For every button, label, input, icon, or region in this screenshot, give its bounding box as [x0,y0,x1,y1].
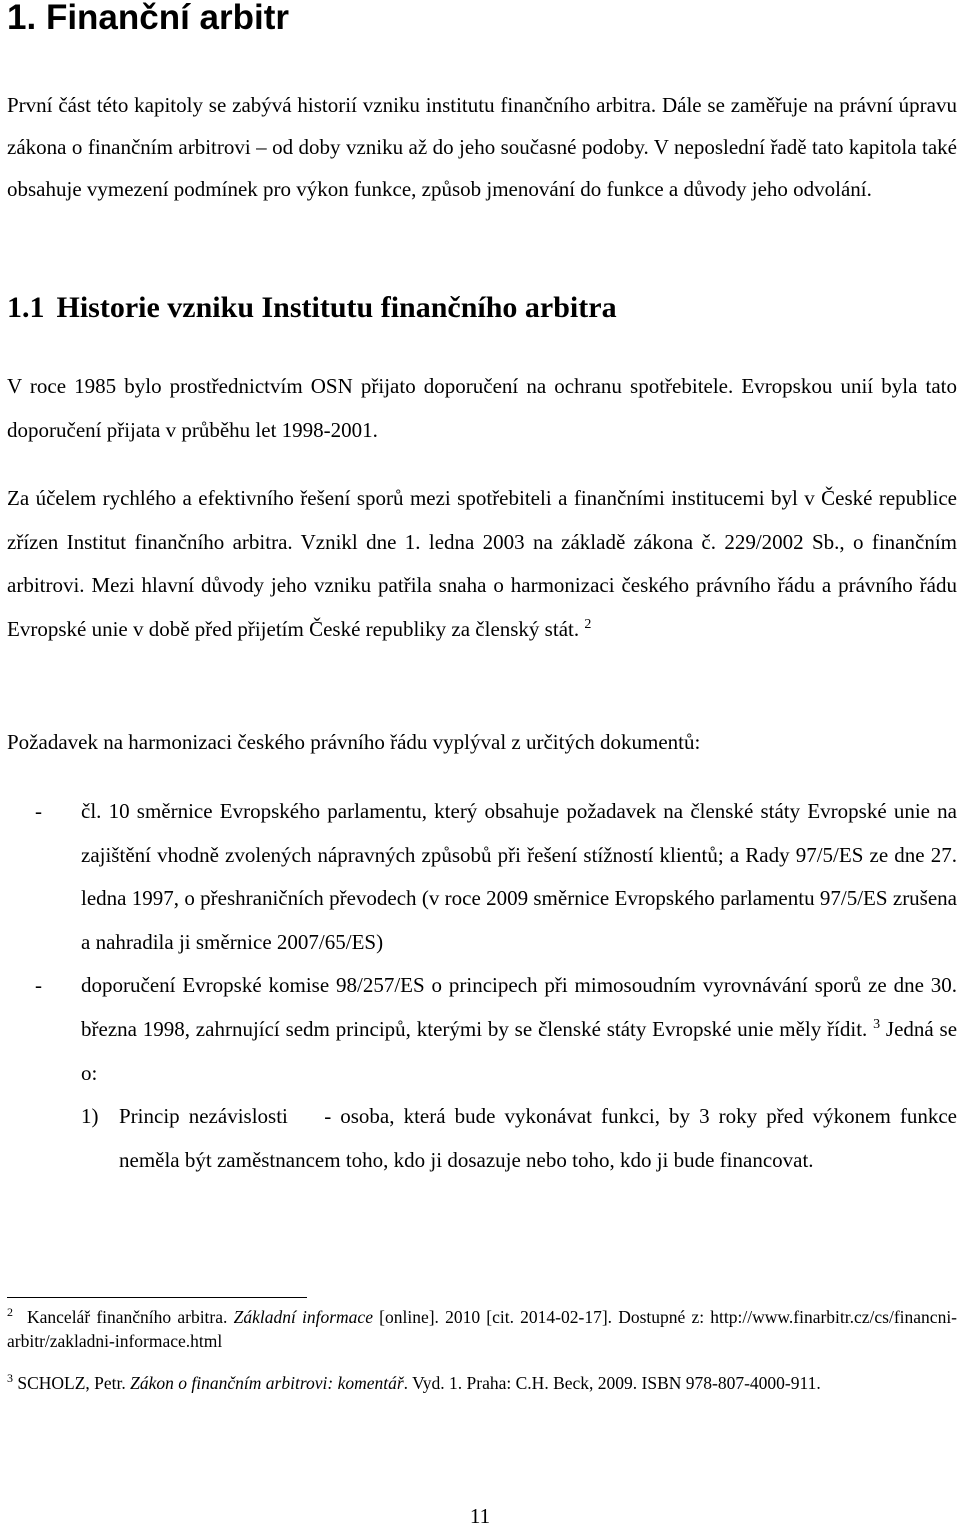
chapter-title: Finanční arbitr [45,0,290,37]
principle-name: Princip nezávislosti [119,1104,288,1129]
chapter-heading [7,0,289,40]
list-item [7,964,957,1095]
chapter-number: 1. [7,0,37,37]
sub-list-marker: 1) [81,1104,99,1129]
list-marker: - [35,973,42,998]
footnote-number: 2 [7,1305,13,1320]
principle-description: - osoba, která bude vykonávat funkci, by 3 roky před výkonem funkce neměla být zaměstnancem toho, kdo ji dosazuje nebo toho, kdo ji bude financovat. [119,1104,958,1172]
section-title: Historie vzniku Institutu finančního arbitra [56,291,617,324]
footnote-number: 3 [7,1371,13,1386]
list-item [7,790,957,964]
list-item-text: čl. 10 směrnice Evropského parlamentu, který obsahuje požadavek na členské státy Evropské unie na zajištění vhodně zvolených nápravných způsobů při řešení stížností klientů; a Rady 97/5/ES ze dne 27. ledna 1997, o přeshraničních převodech (v roce 2009 směrnice Evropského parlamentu 97/5/ES zrušena a nahradila ji směrnice 2007/65/ES) [81,799,957,954]
footnote-ref-2[interactable]: 2 [584,616,592,632]
section-heading [7,286,617,330]
footnote-2-text-after[interactable]: [online]. 2010 [cit. 2014-02-17]. Dostupné z: http://www.finarbitr.cz/cs/financni-arbitr/zakladni-informace.html [7,1307,958,1351]
history-paragraph-2 [7,477,957,651]
sub-list-item-text [119,1095,957,1182]
footnote-2-italic: Základní informace [233,1307,373,1327]
section-number: 1.1 [7,291,45,324]
intro-paragraph: První část této kapitoly se zabývá historií vzniku institutu finančního arbitra. Dále se zaměřuje na právní úpravu zákona o finančním arbitrovi – od doby vzniku až do jeho současné podoby. V neposlední řadě tato kapitola také obsahuje vymezení podmínek pro výkon funkce, způsob jmenování do funkce a důvody jeho odvolání. [7,93,957,201]
history-paragraph-2-text: Za účelem rychlého a efektivního řešení sporů mezi spotřebiteli a finančními institucemi byl v České republice zřízen Institut finančního arbitra. Vznikl dne 1. ledna 2003 na základě zákona č. 229/2002 Sb., o finančním arbitrovi. Mezi hlavní důvody jeho vzniku patřila snaha o harmonizaci českého právního řádu a právního řádu Evropské unie v době před přijetím České republiky za členský stát. [7,486,957,641]
footnote-3-text-before: SCHOLZ, Petr. [17,1373,126,1393]
page-number: 11 [469,1504,491,1528]
list-item-2-text-after: Jedná se o: [81,1016,958,1085]
history-paragraph-1: V roce 1985 bylo prostřednictvím OSN přijato doporučení na ochranu spotřebitele. Evropskou unií byla tato doporučení přijata v průběhu let 1998-2001. [7,374,957,442]
requirement-paragraph: Požadavek na harmonizaci českého právního řádu vyplýval z určitých dokumentů: [7,730,701,754]
footnote-3-italic: Zákon o finančním arbitrovi: komentář [130,1373,404,1393]
footnote-separator [7,1297,307,1298]
list-item-2-text: doporučení Evropské komise 98/257/ES o principech při mimosoudním vyrovnávání sporů ze dne 30. března 1998, zahrnující sedm principů, kterými by se členské státy Evropské unie měly řídit. [81,973,957,1041]
footnote-3-text-after: . Vyd. 1. Praha: C.H. Beck, 2009. ISBN 978-807-4000-911. [403,1373,821,1393]
footnote-2-text-before: Kancelář finančního arbitra. [27,1307,228,1327]
list-item-text [81,964,957,1095]
documents-list [7,790,957,1182]
footnote-3 [7,1371,957,1395]
footnote-ref-3[interactable]: 3 [873,1016,881,1032]
footnote-2 [7,1305,957,1353]
sub-list-item [81,1095,957,1182]
list-marker: - [35,799,42,823]
